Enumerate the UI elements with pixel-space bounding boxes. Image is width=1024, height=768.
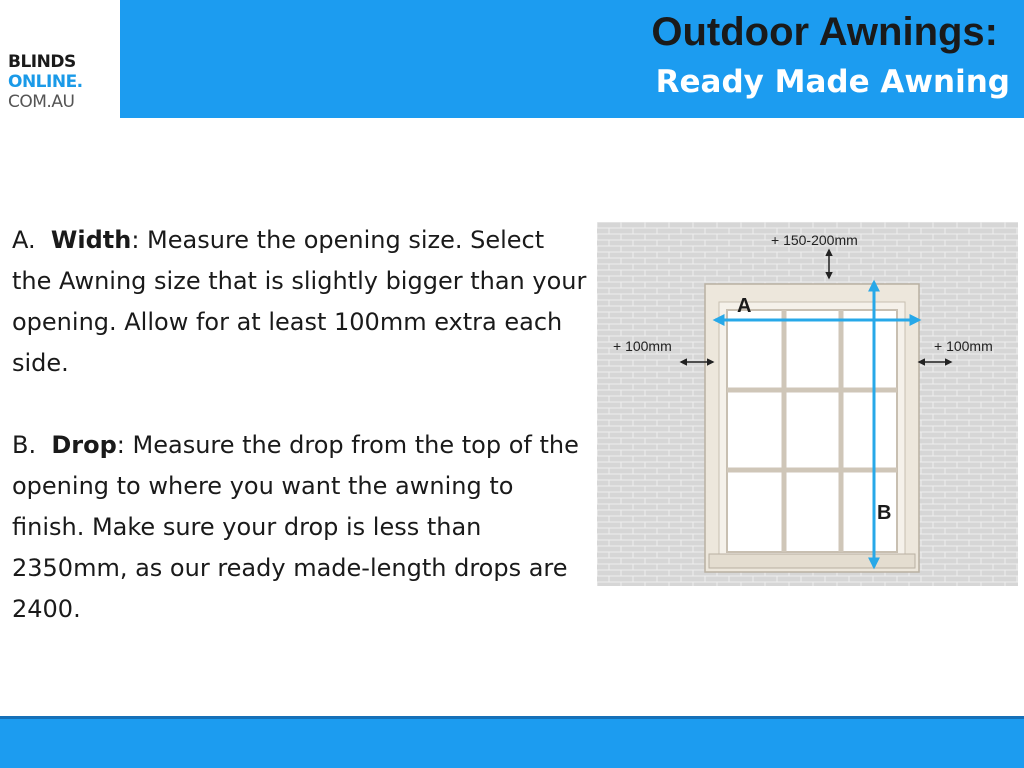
drop-marker-label: B — [877, 502, 892, 524]
width-text: : Measure the opening size. Select the Awning size that is slightly bigger than your opening. Allow for at least 100mm extra each side. — [12, 226, 587, 377]
window-sill — [709, 554, 915, 568]
right-allowance-label: + 100mm — [934, 338, 993, 354]
logo-line-online: ONLINE. — [8, 72, 83, 92]
awning-measurement-diagram — [597, 222, 1018, 586]
logo-line-blinds: BLINDS — [8, 52, 76, 72]
title-band — [120, 0, 1024, 118]
logo-line-domain: COM.AU — [8, 92, 75, 112]
instruction-width — [12, 220, 587, 384]
header — [0, 0, 1024, 118]
brand-logo — [0, 0, 120, 118]
instruction-drop — [12, 425, 587, 630]
width-term: Width — [50, 226, 132, 254]
instructions — [12, 220, 587, 630]
left-allowance-label: + 100mm — [613, 338, 672, 354]
page-title: Outdoor Awnings: — [651, 10, 998, 54]
width-prefix: A. — [12, 226, 36, 254]
drop-text: : Measure the drop from the top of the opening to where you want the awning to finish. Make sure your drop is less than 2350mm, as our ready made-length drops are 2400. — [12, 431, 579, 623]
width-marker-label: A — [737, 295, 752, 317]
window-glass — [727, 310, 897, 552]
top-allowance-label: + 150-200mm — [771, 232, 858, 248]
footer-band — [0, 716, 1024, 768]
page-subtitle: Ready Made Awning — [655, 64, 1010, 100]
drop-term: Drop — [51, 431, 117, 459]
paragraph-gap — [12, 384, 587, 425]
drop-prefix: B. — [12, 431, 37, 459]
